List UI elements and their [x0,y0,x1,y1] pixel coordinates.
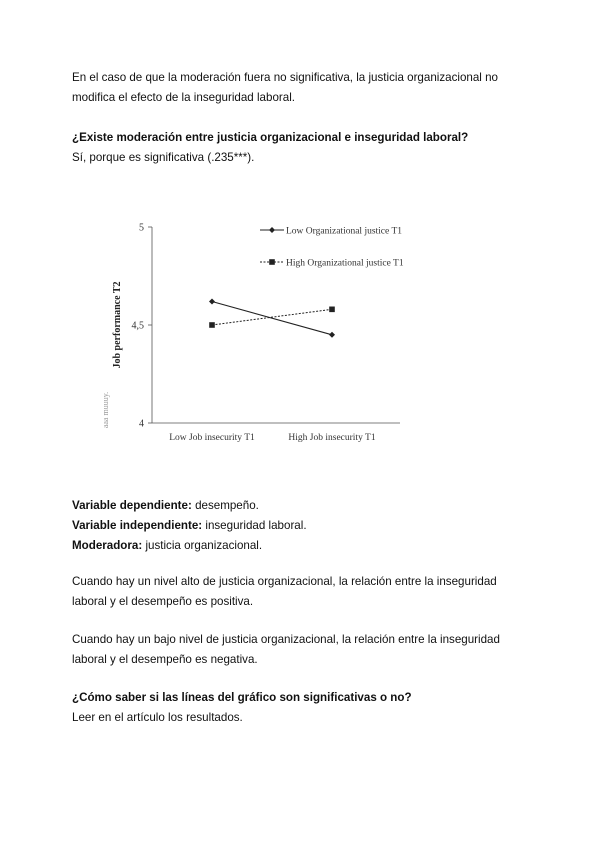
definition-moderator [72,536,532,556]
paragraph-low-justice: Cuando hay un bajo nivel de justicia organizacional, la relación entre la inseguridad laboral y el desempeño es negativa. [72,633,500,666]
definition-value: justicia organizacional. [142,539,263,552]
data-point-diamond [209,298,215,304]
y-tick-label: 5 [139,222,144,234]
chart-legend [260,227,404,269]
intro-paragraph: En el caso de que la moderación fuera no significativa, la justicia organizacional no modifica el efecto de la inseguridad laboral. [72,71,499,104]
answer-moderation: Sí, porque es significativa (.235***). [72,151,255,164]
definition-label: Moderadora: [72,539,143,552]
data-point-square [269,259,275,265]
x-tick-label: Low Job insecurity T1 [169,433,255,443]
data-point-square [329,307,335,313]
answer-significance: Leer en el artículo los resultados. [72,711,243,724]
data-point-diamond [329,332,335,338]
variable-definitions [72,496,532,556]
chart-axes [101,223,400,444]
chart-lines [209,298,335,337]
definition-value: desempeño. [191,499,259,512]
legend-label-2: High Organizational justice T1 [286,258,404,269]
x-tick-label: High Job insecurity T1 [288,433,376,443]
y-tick-label: 4,5 [131,320,144,332]
side-text: aaa muuuy. [101,391,110,429]
definition-value: inseguridad laboral. [202,519,307,532]
data-point-square [209,322,215,328]
question-significance: ¿Cómo saber si las líneas del gráfico son significativas o no? [72,691,412,704]
definition-label: Variable independiente: [72,519,203,532]
definition-dependent [72,496,532,516]
y-axis-label: Job performance T2 [112,281,123,369]
definition-label: Variable dependiente: [72,499,192,512]
series-line-2 [212,309,332,325]
question-moderation: ¿Existe moderación entre justicia organizacional e inseguridad laboral? [72,131,469,144]
interaction-chart [100,210,410,450]
definition-independent [72,516,532,536]
legend-label-1: Low Organizational justice T1 [286,226,402,237]
series-line-1 [212,301,332,334]
data-point-diamond [269,227,275,233]
paragraph-high-justice: Cuando hay un nivel alto de justicia organizacional, la relación entre la inseguridad laboral y el desempeño es positiva. [72,575,497,608]
y-tick-label: 4 [139,418,144,430]
